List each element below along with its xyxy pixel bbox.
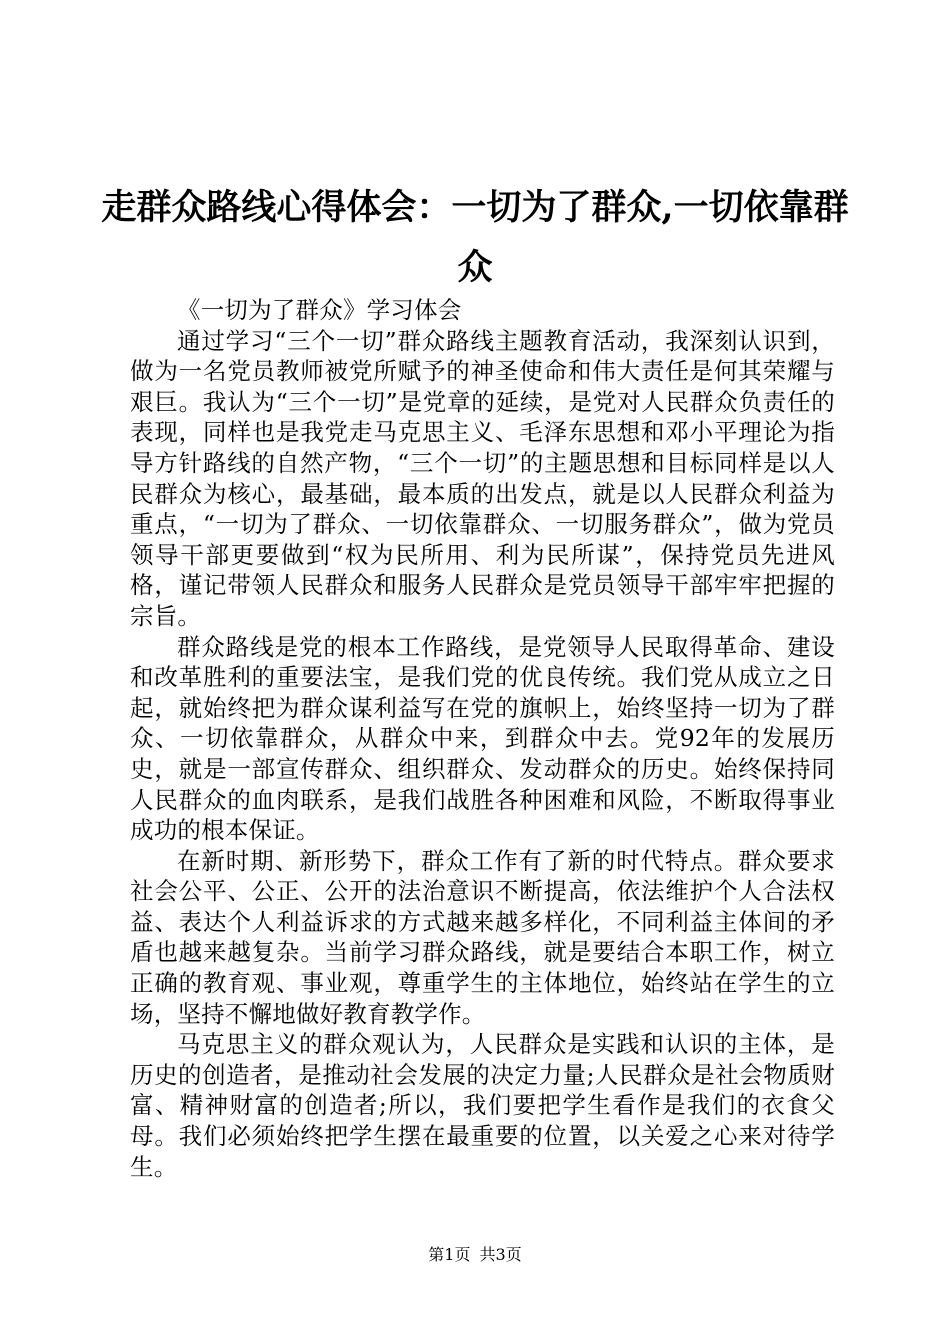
paragraph: 在新时期、新形势下，群众工作有了新的时代特点。群众要求社会公平、公正、公开的法治意识不断提高，依法维护个人合法权益、表达个人利益诉求的方式越来越多样化，不同利益主体间的矛盾也越来越复杂。当前学习群众路线，就是要结合本职工作，树立正确的教育观、事业观，尊重学生的主体地位，始终站在学生的立场，坚持不懈地做好教育教学作。 [130, 846, 835, 1028]
document-title: 走群众路线心得体会：一切为了群众,一切依靠群众 [101, 187, 849, 288]
paragraph: 群众路线是党的根本工作路线，是党领导人民取得革命、建设和改革胜利的重要法宝，是我们党的优良传统。我们党从成立之日起，就始终把为群众谋利益写在党的旗帜上，始终坚持一切为了群众、一切依靠群众，从群众中来，到群众中去。党92年的发展历史，就是一部宣传群众、组织群众、发动群众的历史。始终保持同人民群众的血肉联系，是我们战胜各种困难和风险，不断取得事业成功的根本保证。 [130, 632, 835, 845]
paragraph: 马克思主义的群众观认为，人民群众是实践和认识的主体，是历史的创造者，是推动社会发展的决定力量;人民群众是社会物质财富、精神财富的创造者;所以，我们要把学生看作是我们的衣食父母。我们必须始终把学生摆在最重要的位置，以关爱之心来对待学生。 [130, 1030, 835, 1181]
paragraph: 通过学习“三个一切”群众路线主题教育活动，我深刻认识到，做为一名党员教师被党所赋予的神圣使命和伟大责任是何其荣耀与艰巨。我认为“三个一切”是党章的延续，是党对人民群众负责任的表现，同样也是我党走马克思主义、毛泽东思想和邓小平理论为指导方针路线的自然产物，“三个一切”的主题思想和目标同样是以人民群众为核心，最基础，最本质的出发点，就是以人民群众利益为重点，“一切为了群众、一切依靠群众、一切服务群众”，做为党员领导干部更要做到“权为民所用、利为民所谋”，保持党员先进风格，谨记带领人民群众和服务人民群众是党员领导干部牢牢把握的宗旨。 [130, 326, 835, 630]
page-number: 第1页 [428, 1245, 471, 1264]
page-total: 共3页 [479, 1245, 522, 1264]
paragraph-subtitle: 《一切为了群众》学习体会 [177, 296, 462, 324]
page-footer [0, 1244, 950, 1266]
document-body [130, 295, 835, 1182]
